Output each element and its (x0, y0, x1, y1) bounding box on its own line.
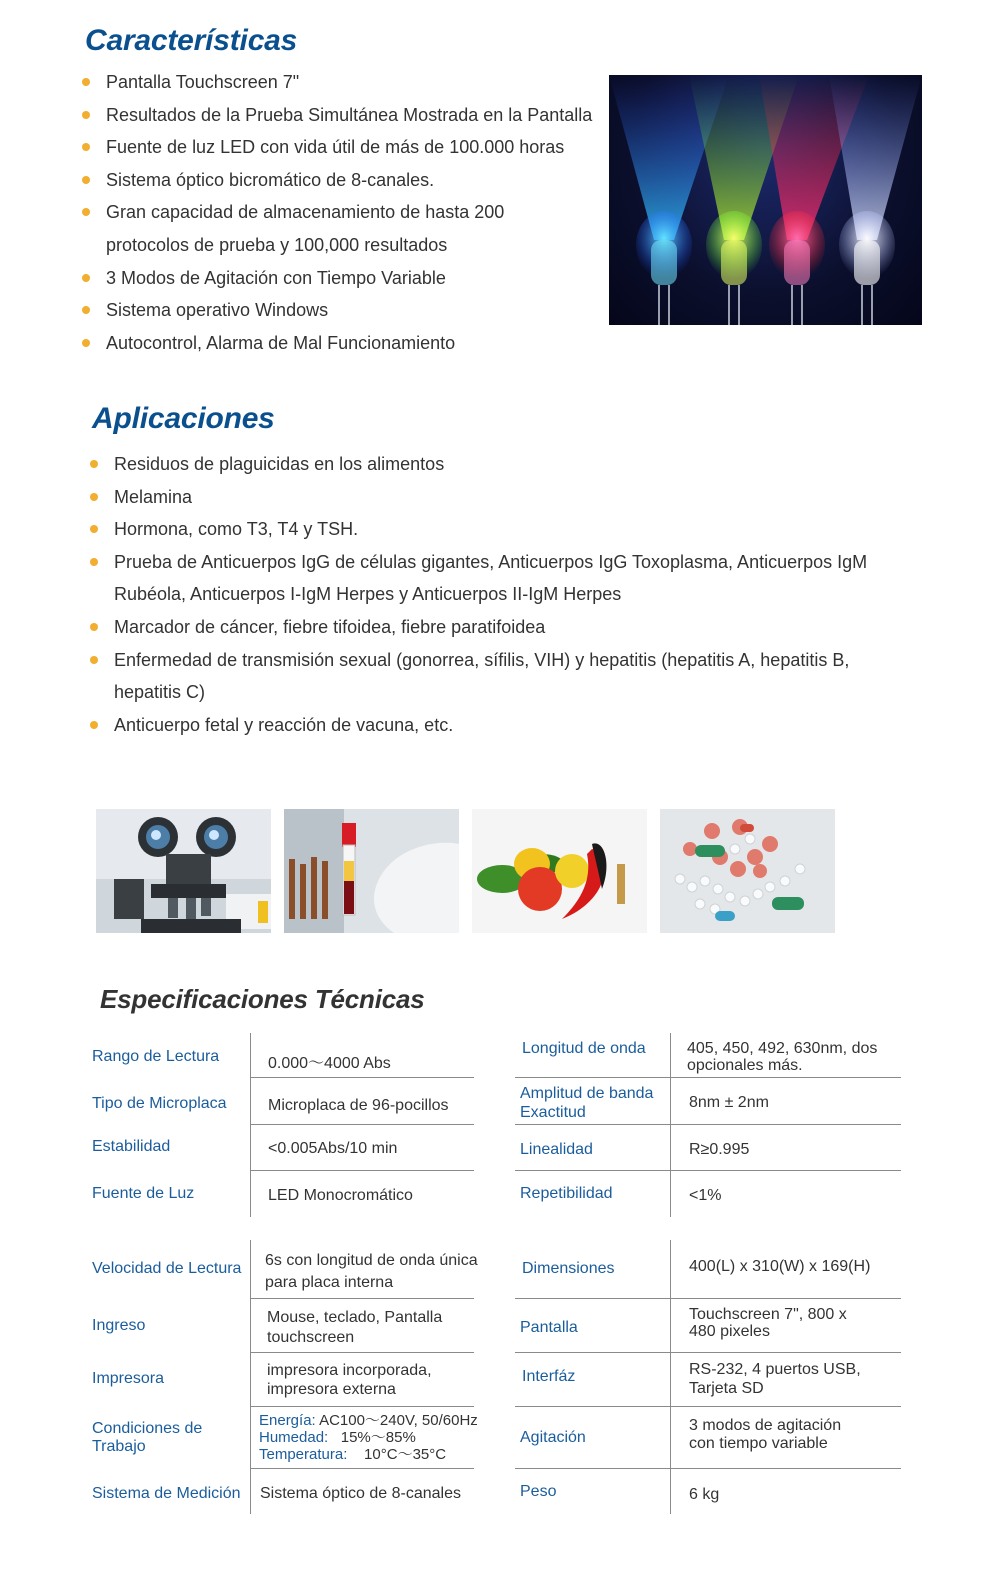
microscope-photo (96, 809, 271, 933)
temperature-value: 10°C～35°C (364, 1446, 447, 1463)
spec-label: Rango de Lectura (92, 1048, 220, 1065)
spec-value: <1% (689, 1187, 722, 1204)
list-item: Residuos de plaguicidas en los alimentos (90, 448, 910, 481)
humidity-value: 15%～85% (340, 1429, 416, 1446)
spec-label: Fuente de Luz (92, 1185, 195, 1202)
led-photo (609, 75, 922, 325)
divider (250, 1240, 251, 1514)
spec-label: Peso (520, 1483, 557, 1500)
spec-label: Interfáz (522, 1368, 576, 1385)
divider (250, 1468, 474, 1469)
spec-value: Mouse, teclado, Pantalla touchscreen (267, 1309, 443, 1346)
pills-photo (660, 809, 835, 933)
spec-value: LED Monocromático (268, 1187, 413, 1204)
divider (250, 1033, 251, 1217)
blood-test-photo (284, 809, 459, 933)
list-item: Sistema óptico bicromático de 8-canales. (82, 164, 607, 197)
list-item: Melamina (90, 481, 910, 514)
applications-list (90, 448, 910, 741)
divider (250, 1124, 474, 1125)
spec-value: <0.005Abs/10 min (268, 1140, 398, 1157)
spec-label: Dimensiones (522, 1260, 615, 1277)
list-item: Prueba de Anticuerpos IgG de células gigantes, Anticuerpos IgG Toxoplasma, Anticuerpos IgM Rubéola, Anticuerpos I-IgM Herpes y Anticuerpos II-IgM Herpes (90, 546, 910, 611)
divider (515, 1352, 901, 1353)
list-item: Fuente de luz LED con vida útil de más de 100.000 horas (82, 131, 607, 164)
divider (515, 1406, 901, 1407)
spec-value: Touchscreen 7", 800 x 480 pixeles (689, 1306, 847, 1340)
spec-value: 6s con longitud de onda única para placa interna (265, 1252, 478, 1291)
led-illustration (609, 75, 922, 325)
energy-value: AC100～240V, 50/60Hz (319, 1412, 478, 1429)
spec-value: 405, 450, 492, 630nm, dos opcionales más. (687, 1040, 878, 1074)
divider (250, 1406, 474, 1407)
list-item: Autocontrol, Alarma de Mal Funcionamiento (82, 327, 607, 360)
specs-title: Especificaciones Técnicas (100, 984, 425, 1014)
divider (250, 1077, 474, 1078)
spec-label: Linealidad (520, 1141, 593, 1158)
divider (515, 1077, 901, 1078)
spec-label: Amplitud de banda Exactitud (520, 1085, 654, 1121)
spec-value: 400(L) x 310(W) x 169(H) (689, 1258, 871, 1275)
spec-label: Longitud de onda (522, 1040, 646, 1057)
divider (250, 1298, 474, 1299)
list-item: 3 Modos de Agitación con Tiempo Variable (82, 262, 607, 295)
divider (515, 1468, 901, 1469)
divider (250, 1170, 474, 1171)
spec-value: 0.000～4000 Abs (268, 1055, 391, 1072)
list-item: Pantalla Touchscreen 7" (82, 66, 607, 99)
divider (515, 1298, 901, 1299)
features-title: Características (85, 24, 298, 57)
list-item: Hormona, como T3, T4 y TSH. (90, 513, 910, 546)
spec-label: Sistema de Medición (92, 1485, 241, 1502)
list-item: Sistema operativo Windows (82, 294, 607, 327)
list-item: Gran capacidad de almacenamiento de hasta 200 protocolos de prueba y 100,000 resultados (82, 196, 526, 261)
spec-label: Velocidad de Lectura (92, 1260, 242, 1277)
spec-value: R≥0.995 (689, 1141, 750, 1158)
divider (250, 1352, 474, 1353)
spec-value: 6 kg (689, 1486, 720, 1503)
divider (515, 1124, 901, 1125)
divider (515, 1170, 901, 1171)
spec-label: Repetibilidad (520, 1185, 613, 1202)
spec-label: Condiciones de Trabajo (92, 1420, 203, 1455)
spec-value: 8nm ± 2nm (689, 1094, 769, 1111)
divider (670, 1033, 671, 1217)
vegetables-photo (472, 809, 647, 933)
spec-label: Ingreso (92, 1317, 146, 1334)
spec-label: Estabilidad (92, 1138, 171, 1155)
spec-value: 3 modos de agitación con tiempo variable (689, 1417, 842, 1452)
spec-value: impresora incorporada, impresora externa (267, 1362, 432, 1398)
temperature-label: Temperatura: (259, 1446, 348, 1463)
list-item: Enfermedad de transmisión sexual (gonorrea, sífilis, VIH) y hepatitis (hepatitis A, hepatitis B, hepatitis C) (90, 644, 910, 709)
divider (670, 1240, 671, 1514)
spec-label: Pantalla (520, 1319, 578, 1336)
spec-value: RS-232, 4 puertos USB, Tarjeta SD (689, 1361, 861, 1397)
list-item: Marcador de cáncer, fiebre tifoidea, fiebre paratifoidea (90, 611, 910, 644)
work-conditions (259, 1412, 478, 1463)
list-item: Anticuerpo fetal y reacción de vacuna, etc. (90, 709, 910, 742)
humidity-label: Humedad: (259, 1429, 329, 1446)
list-item: Resultados de la Prueba Simultánea Mostrada en la Pantalla (82, 99, 607, 132)
spec-label: Agitación (520, 1429, 586, 1446)
spec-label: Tipo de Microplaca (92, 1095, 227, 1112)
applications-title: Aplicaciones (92, 402, 275, 435)
spec-label: Impresora (92, 1370, 165, 1387)
spec-value: Microplaca de 96-pocillos (268, 1097, 449, 1114)
energy-label: Energía: (259, 1412, 316, 1429)
spec-value: Sistema óptico de 8-canales (260, 1485, 461, 1502)
features-list (82, 66, 607, 359)
